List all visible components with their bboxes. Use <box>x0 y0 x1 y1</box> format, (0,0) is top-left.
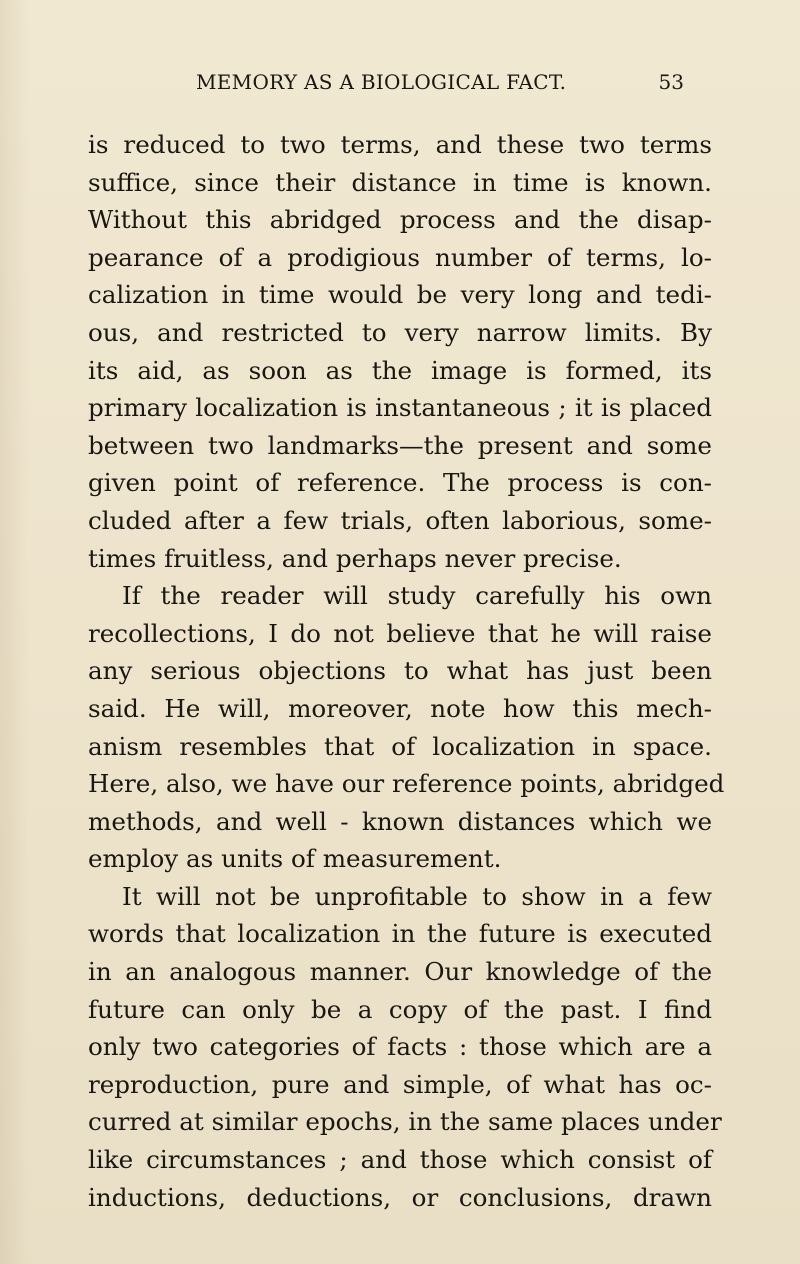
text-line: only two categories of facts : those which are a <box>88 1032 712 1062</box>
text-line: employ as units of measurement. <box>88 844 502 874</box>
text-line: methods, and well - known distances which we <box>88 806 712 836</box>
text-line: inductions, deductions, or conclusions, drawn <box>88 1182 712 1212</box>
text-line: said. He will, moreover, note how this mech- <box>88 693 712 723</box>
text-line: any serious objections to what has just been <box>88 656 712 686</box>
text-line: is reduced to two terms, and these two terms <box>88 130 712 159</box>
page-number: 53 <box>658 70 684 94</box>
text-line: words that localization in the future is executed <box>88 919 712 949</box>
text-line: primary localization is instantaneous ; it is placed <box>88 393 712 423</box>
text-line: times fruitless, and perhaps never precise. <box>88 543 622 573</box>
text-line: cluded after a few trials, often laborious, some- <box>88 505 712 535</box>
running-head: MEMORY AS A BIOLOGICAL FACT. <box>196 70 567 94</box>
text-line: ous, and restricted to very narrow limits. By <box>88 317 712 347</box>
text-line: like circumstances ; and those which consist of <box>88 1145 712 1175</box>
text-line: its aid, as soon as the image is formed, its <box>88 355 712 385</box>
text-line: Here, also, we have our reference points, abridged <box>88 769 725 799</box>
text-line: Without this abridged process and the disap- <box>88 205 712 235</box>
text-line: It will not be unprofitable to show in a few <box>122 881 712 911</box>
text-line: suffice, since their distance in time is known. <box>88 167 712 197</box>
text-line: recollections, I do not believe that he will raise <box>88 618 712 648</box>
text-line: reproduction, pure and simple, of what has oc- <box>88 1069 712 1099</box>
text-line: future can only be a copy of the past. I find <box>88 994 712 1024</box>
text-line: given point of reference. The process is con- <box>88 468 712 498</box>
body-text <box>88 126 725 1216</box>
text-line: anism resembles that of localization in space. <box>88 731 712 761</box>
text-line: If the reader will study carefully his own <box>122 581 712 611</box>
text-line: between two landmarks—the present and some <box>88 430 712 460</box>
page-header <box>196 70 684 104</box>
text-line: in an analogous manner. Our knowledge of the <box>88 957 712 987</box>
text-line: calization in time would be very long and tedi- <box>88 280 712 310</box>
text-line: pearance of a prodigious number of terms, lo- <box>88 242 712 272</box>
text-line: curred at similar epochs, in the same places under <box>88 1107 722 1137</box>
